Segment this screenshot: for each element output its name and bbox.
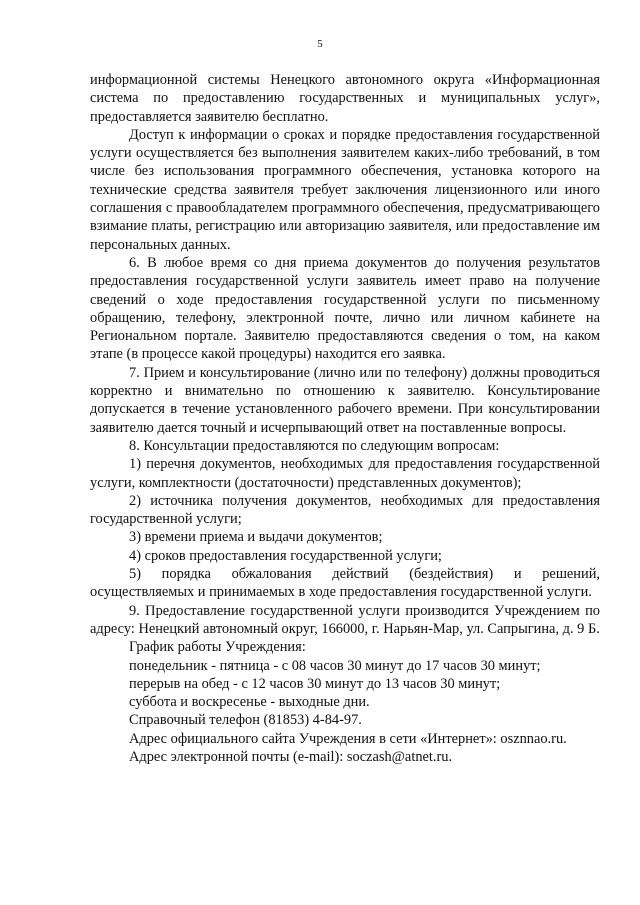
- list-item-1: 1) перечня документов, необходимых для предоставления государственной услуги, комплектности (достаточности) представленных документов);: [90, 456, 600, 491]
- website-address: Адрес официального сайта Учреждения в сети «Интернет»: osznnao.ru.: [129, 730, 567, 747]
- paragraph-item-8: 8. Консультации предоставляются по следующим вопросам:: [129, 437, 500, 454]
- paragraph-item-9: 9. Предоставление государственной услуги производится Учреждением по адресу: Ненецкий автономный округ, 166000, г. Нарьян-Мар, ул. Сапрыгина, д. 9 Б.: [90, 602, 600, 637]
- list-item-3: 3) времени приема и выдачи документов;: [129, 529, 383, 546]
- email-address: Адрес электронной почты (e-mail): soczash@atnet.ru.: [129, 748, 453, 765]
- document-body: [90, 71, 600, 766]
- paragraph-item-6: 6. В любое время со дня приема документов до получения результатов предоставления государственной услуги заявитель имеет право на получение сведений о ходе предоставления государственной услуги по письменному обращению, телефону, электронной почте, лично или личном кабинете на Региональном портале. Заявителю предоставляются сведения о том, на каком этапе (в процессе какой процедуры) находится его заявка.: [90, 254, 600, 363]
- list-item-4: 4) сроков предоставления государственной услуги;: [129, 547, 442, 564]
- paragraph-item-7: 7. Прием и консультирование (лично или по телефону) должны проводиться корректно и внимательно по отношению к заявителю. Консультирование допускается в течение установленного рабочего времени. При консультировании заявителю дается точный и исчерпывающий ответ на поставленные вопросы.: [90, 364, 600, 436]
- schedule-heading: График работы Учреждения:: [129, 639, 306, 656]
- schedule-weekdays: понедельник - пятница - с 08 часов 30 минут до 17 часов 30 минут;: [129, 657, 541, 674]
- paragraph-access: Доступ к информации о сроках и порядке предоставления государственной услуги осуществляется без выполнения заявителем каких-либо требований, в том числе без использования программного обеспечения, установка которого на технические средства заявителя требует заключения лицензионного или иного соглашения с правообладателем программного обеспечения, предусматривающего взимание платы, регистрацию или авторизацию заявителя, или предоставление им персональных данных.: [90, 126, 600, 253]
- list-item-2: 2) источника получения документов, необходимых для предоставления государственной услуги;: [90, 492, 600, 528]
- schedule-lunch: перерыв на обед - с 12 часов 30 минут до 13 часов 30 минут;: [129, 675, 501, 692]
- reference-phone: Справочный телефон (81853) 4-84-97.: [129, 712, 362, 729]
- schedule-weekend: суббота и воскресенье - выходные дни.: [129, 694, 370, 711]
- page-number: 5: [317, 38, 323, 50]
- list-item-5: 5) порядка обжалования действий (бездействия) и решений, осуществляемых и принимаемых в ходе предоставления государственной услуги.: [90, 566, 600, 601]
- paragraph-continuation: информационной системы Ненецкого автономного округа «Информационная система по предоставлению государственных и муниципальных услуг», предоставляется заявителю бесплатно.: [90, 72, 600, 125]
